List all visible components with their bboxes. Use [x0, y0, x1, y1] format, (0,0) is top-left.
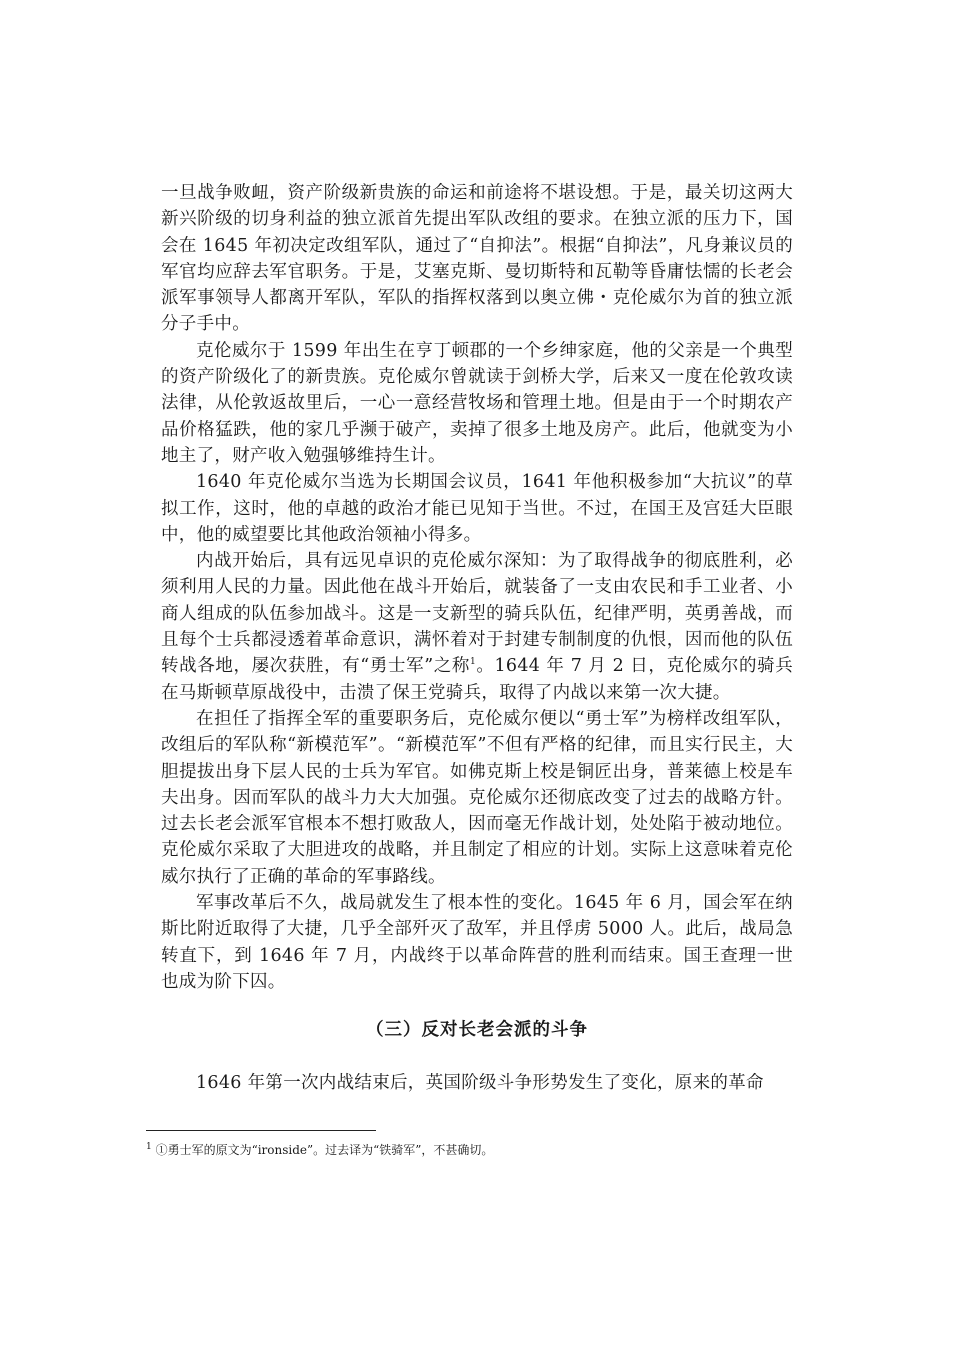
footnote-marker: 1 [146, 1142, 152, 1152]
paragraph-2: 克伦威尔于 1599 年出生在亨丁顿郡的一个乡绅家庭，他的父亲是一个典型的资产阶级化了的新贵族。克伦威尔曾就读于剑桥大学，后来又一度在伦敦攻读法律，从伦敦返故里后，一心一意经营牧场和管理土地。但是由于一个时期农产品价格猛跌，他的家几乎濒于破产，卖掉了很多土地及房产。此后，他就变为小地主了，财产收入勉强够维持生计。 [161, 340, 793, 466]
section-heading: （三）反对长老会派的斗争 [366, 1020, 588, 1040]
footnote [146, 1142, 806, 1158]
paragraph-5: 在担任了指挥全军的重要职务后，克伦威尔便以“勇士军”为榜样改组军队，改组后的军队称“新模范军”。“新模范军”不但有严格的纪律，而且实行民主，大胆提拔出身下层人民的士兵为军官。如佛克斯上校是铜匠出身，普莱德上校是车夫出身。因而军队的战斗力大大加强。克伦威尔还彻底改变了过去的战略方针。过去长老会派军官根本不想打败敌人，因而毫无作战计划，处处陷于被动地位。克伦威尔采取了大胆进攻的战略，并且制定了相应的计划。实际上这意味着克伦威尔执行了正确的革命的军事路线。 [161, 708, 793, 887]
footnote-text: ①勇士军的原文为“ironside”。过去译为“铁骑军”，不甚确切。 [155, 1143, 494, 1157]
paragraph-4-part-1: 内战开始后，具有远见卓识的克伦威尔深知：为了取得战争的彻底胜利，必须利用人民的力量。因此他在战斗开始后，就装备了一支由农民和手工业者、小商人组成的队伍参加战斗。这是一支新型的骑兵队伍，纪律严明，英勇善战，而且每个士兵都浸透着革命意识，满怀着对于封建专制制度的仇恨，因而他的队伍转战各地，屡次获胜，有“勇士军”之称 [161, 551, 793, 677]
footnote-reference[interactable]: 1 [470, 657, 477, 668]
paragraph-after-heading: 1646 年第一次内战结束后，英国阶级斗争形势发生了变化，原来的革命 [196, 1073, 764, 1093]
paragraph-4 [161, 548, 793, 706]
paragraph-6: 军事改革后不久，战局就发生了根本性的变化。1645 年 6 月，国会军在纳斯比附近取得了大捷，几乎全部歼灭了敌军，并且俘虏 5000 人。此后，战局急转直下，到 1646 年 7 月，内战终于以革命阵营的胜利而结束。国王查理一世也成为阶下囚。 [161, 893, 793, 992]
body-text [161, 180, 793, 995]
paragraph-3: 1640 年克伦威尔当选为长期国会议员，1641 年他积极参加“大抗议”的草拟工作，这时，他的卓越的政治才能已见知于当世。不过，在国王及宫廷大臣眼中，他的威望要比其他政治领袖小得多。 [161, 472, 793, 545]
paragraph-4-part-2: 。1644 年 7 月 2 日，克伦威尔的骑兵在马斯顿草原战役中，击溃了保王党骑兵，取得了内战以来第一次大捷。 [161, 656, 793, 703]
footnote-divider [146, 1130, 376, 1131]
paragraph-1: 一旦战争败衄，资产阶级新贵族的命运和前途将不堪设想。于是，最关切这两大新兴阶级的切身利益的独立派首先提出军队改组的要求。在独立派的压力下，国会在 1645 年初决定改组军队，通过了“自抑法”。根据“自抑法”，凡身兼议员的军官均应辞去军官职务。于是，艾塞克斯、曼切斯特和瓦勒等昏庸怯懦的长老会派军事领导人都离开军队，军队的指挥权落到以奥立佛・克伦威尔为首的独立派分子手中。 [161, 183, 793, 335]
